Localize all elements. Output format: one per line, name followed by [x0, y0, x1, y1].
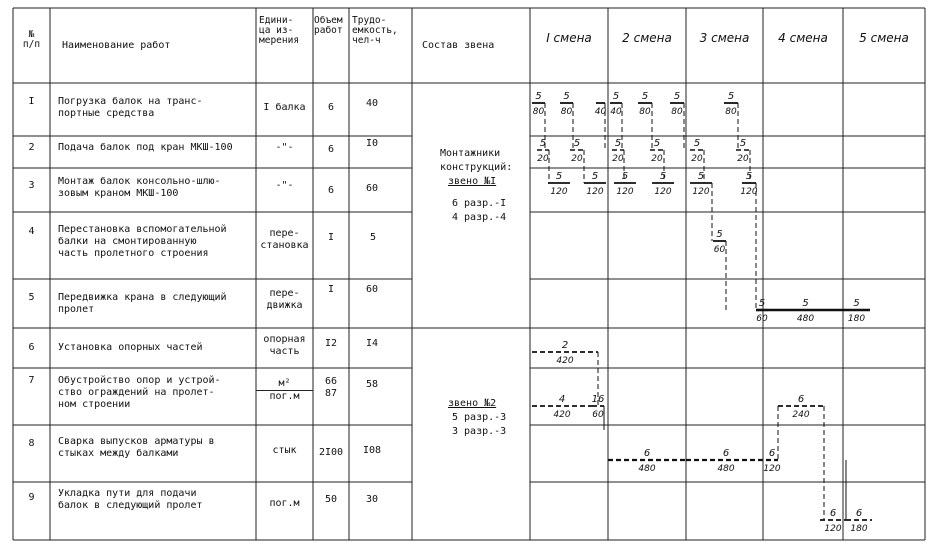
- row-8-unit: стык: [272, 445, 297, 456]
- crew1-line4: 6 разр.-I: [452, 198, 507, 209]
- row-7-unit-top: м²: [278, 378, 291, 389]
- gantt-label-bottom: 120: [654, 187, 672, 197]
- crew2-line2: 5 разр.-3: [452, 412, 507, 423]
- row-2-volume: 6: [327, 144, 335, 155]
- gantt-label-bottom: 120: [824, 524, 842, 534]
- row-5-volume: I: [327, 284, 335, 295]
- gantt-label-top: 5: [641, 91, 649, 102]
- row-1-labor: 40: [366, 98, 379, 109]
- gantt-label-bottom: 20: [612, 154, 624, 164]
- gantt-label-top: 5: [697, 171, 705, 182]
- crew2-line3: 3 разр.-3: [452, 426, 507, 437]
- row-6-unit: опорная часть: [263, 334, 306, 357]
- gantt-label-top: 5: [693, 138, 701, 149]
- header-shift-1: I смена: [546, 31, 592, 45]
- row-8-name: Сварка выпусков арматуры в стыках между балками: [58, 436, 215, 459]
- gantt-label-top: 6: [797, 394, 805, 405]
- row-2-unit: -"-: [275, 142, 294, 153]
- gantt-labels: [533, 91, 868, 534]
- gantt-label-bottom: 420: [556, 356, 574, 366]
- row-9-volume: 50: [324, 494, 338, 505]
- row-3-num: 3: [28, 180, 35, 191]
- row-4-volume: I: [327, 232, 335, 243]
- gantt-label-top: 4: [558, 394, 566, 405]
- row-9-labor: 30: [366, 494, 379, 505]
- row-7-labor: 58: [366, 379, 379, 390]
- gantt-label-bottom: 60: [592, 410, 604, 420]
- row-8-volume: 2I00: [318, 447, 344, 458]
- gantt-label-bottom: 120: [550, 187, 568, 197]
- header-num: № п/п: [22, 29, 41, 50]
- gantt-label-top: 2: [561, 340, 569, 351]
- gantt-label-top: 6: [855, 508, 863, 519]
- crew1-line5: 4 разр.-4: [452, 212, 507, 223]
- gantt-label-bottom: 20: [571, 154, 583, 164]
- gantt-label-top: 16: [591, 394, 605, 405]
- row-4-unit: пере- становка: [260, 228, 309, 251]
- gantt-label-bottom: 120: [740, 187, 758, 197]
- row-7-unit-bottom: пог.м: [256, 390, 313, 403]
- header-name: Наименование работ: [62, 40, 171, 51]
- gantt-label-top: 5: [802, 298, 809, 309]
- gantt-bars: [532, 103, 872, 520]
- gantt-label-bottom: 80: [725, 107, 737, 117]
- gantt-label-bottom: 80: [560, 107, 573, 117]
- gantt-label-top: 6: [722, 448, 730, 459]
- gantt-label-bottom: 480: [638, 464, 656, 474]
- row-5-labor: 60: [366, 284, 379, 295]
- header-labor: Трудо- емкость, чел-ч: [352, 15, 398, 46]
- crew1-line1: Монтажники: [440, 148, 501, 159]
- gantt-label-top: 5: [853, 298, 860, 309]
- row-6-name: Установка опорных частей: [58, 342, 203, 353]
- row-7-num: 7: [28, 375, 35, 386]
- gantt-label-top: 5: [563, 91, 570, 102]
- row-7-volume: 66 87: [324, 376, 338, 399]
- crew1-line2: конструкций:: [440, 162, 513, 173]
- gantt-label-top: 5: [659, 171, 667, 182]
- row-5-num: 5: [28, 292, 35, 303]
- gantt-label-bottom: 420: [553, 410, 571, 420]
- gantt-label-bottom: 40: [610, 107, 622, 117]
- row-3-unit: -"-: [275, 180, 294, 191]
- row-3-labor: 60: [366, 183, 379, 194]
- crew2-line1: звено №2: [448, 398, 497, 409]
- row-8-labor: I08: [363, 445, 382, 456]
- gantt-label-bottom: 180: [847, 314, 866, 324]
- gantt-label-top: 6: [829, 508, 837, 519]
- gantt-label-bottom: 180: [850, 524, 868, 534]
- crew1-line3: звено №I: [448, 176, 497, 187]
- gantt-label-top: 5: [535, 91, 542, 102]
- gantt-label-top: 5: [745, 171, 753, 182]
- row-3-name: Монтаж балок консольно-шлю- зовым краном МКШ-100: [58, 176, 221, 199]
- row-7-name: Обустройство опор и устрой- ство ограждений на пролет- ном строении: [58, 375, 221, 410]
- gantt-label-bottom: 80: [639, 107, 651, 117]
- row-1-volume: 6: [327, 102, 335, 113]
- gantt-label-bottom: 20: [651, 154, 663, 164]
- row-5-name: Передвижка крана в следующий пролет: [58, 292, 227, 315]
- gantt-label-top: 5: [758, 298, 766, 309]
- header-shift-2: 2 смена: [622, 31, 672, 45]
- row-9-num: 9: [28, 492, 35, 503]
- gantt-label-top: 5: [591, 171, 599, 182]
- gantt-label-bottom: 40: [594, 107, 607, 117]
- row-6-volume: I2: [324, 338, 338, 349]
- row-3-volume: 6: [327, 185, 335, 196]
- row-1-unit: I балка: [263, 102, 306, 113]
- row-2-name: Подача балок под кран МКШ-100: [58, 142, 233, 153]
- header-crew: Состав звена: [422, 40, 495, 51]
- gantt-label-top: 5: [653, 138, 661, 149]
- header-shift-3: 3 смена: [699, 31, 750, 45]
- gantt-label-bottom: 480: [717, 464, 735, 474]
- row-8-num: 8: [28, 438, 35, 449]
- row-9-name: Укладка пути для подачи балок в следующий пролет: [58, 488, 203, 511]
- gantt-label-top: 5: [614, 138, 622, 149]
- gantt-label-top: 5: [573, 138, 581, 149]
- row-2-labor: I0: [366, 138, 379, 149]
- header-shift-5: 5 смена: [859, 31, 909, 45]
- gantt-label-bottom: 20: [537, 154, 549, 164]
- row-1-name: Погрузка балок на транс- портные средства: [58, 96, 203, 119]
- row-6-num: 6: [28, 342, 35, 353]
- gantt-label-bottom: 240: [792, 410, 810, 420]
- row-5-unit: пере- движка: [266, 288, 303, 311]
- row-9-unit: пог.м: [269, 498, 300, 509]
- row-4-num: 4: [28, 226, 35, 237]
- gantt-label-top: 5: [716, 229, 723, 240]
- gantt-label-bottom: 60: [713, 245, 726, 255]
- gantt-label-bottom: 480: [796, 314, 815, 324]
- gantt-label-top: 5: [739, 138, 747, 149]
- gantt-label-bottom: 20: [737, 154, 749, 164]
- gantt-label-bottom: 80: [532, 107, 545, 117]
- gantt-label-bottom: 120: [763, 464, 781, 474]
- gantt-label-top: 5: [539, 138, 547, 149]
- gantt-label-bottom: 20: [691, 154, 703, 164]
- gantt-label-top: 6: [643, 448, 651, 459]
- gantt-label-top: 5: [612, 91, 620, 102]
- gantt-label-bottom: 80: [671, 107, 683, 117]
- header-shift-4: 4 смена: [778, 31, 828, 45]
- gantt-label-top: 6: [768, 448, 776, 459]
- gantt-label-top: 5: [727, 91, 735, 102]
- row-4-name: Перестановка вспомогательной балки на смонтированную часть пролетного строения: [58, 224, 227, 259]
- row-4-labor: 5: [370, 232, 377, 243]
- gantt-label-bottom: 60: [756, 314, 768, 324]
- row-1-num: I: [28, 96, 35, 107]
- gantt-label-top: 5: [555, 171, 563, 182]
- header-unit: Едини- ца из- мерения: [259, 15, 300, 46]
- gantt-label-top: 5: [673, 91, 681, 102]
- header-volume: Объем работ: [314, 15, 343, 36]
- gantt-label-bottom: 120: [586, 187, 604, 197]
- row-2-num: 2: [28, 142, 35, 153]
- gantt-label-top: 5: [621, 171, 629, 182]
- row-6-labor: I4: [366, 338, 379, 349]
- gantt-label-bottom: 120: [616, 187, 634, 197]
- gantt-label-bottom: 120: [692, 187, 710, 197]
